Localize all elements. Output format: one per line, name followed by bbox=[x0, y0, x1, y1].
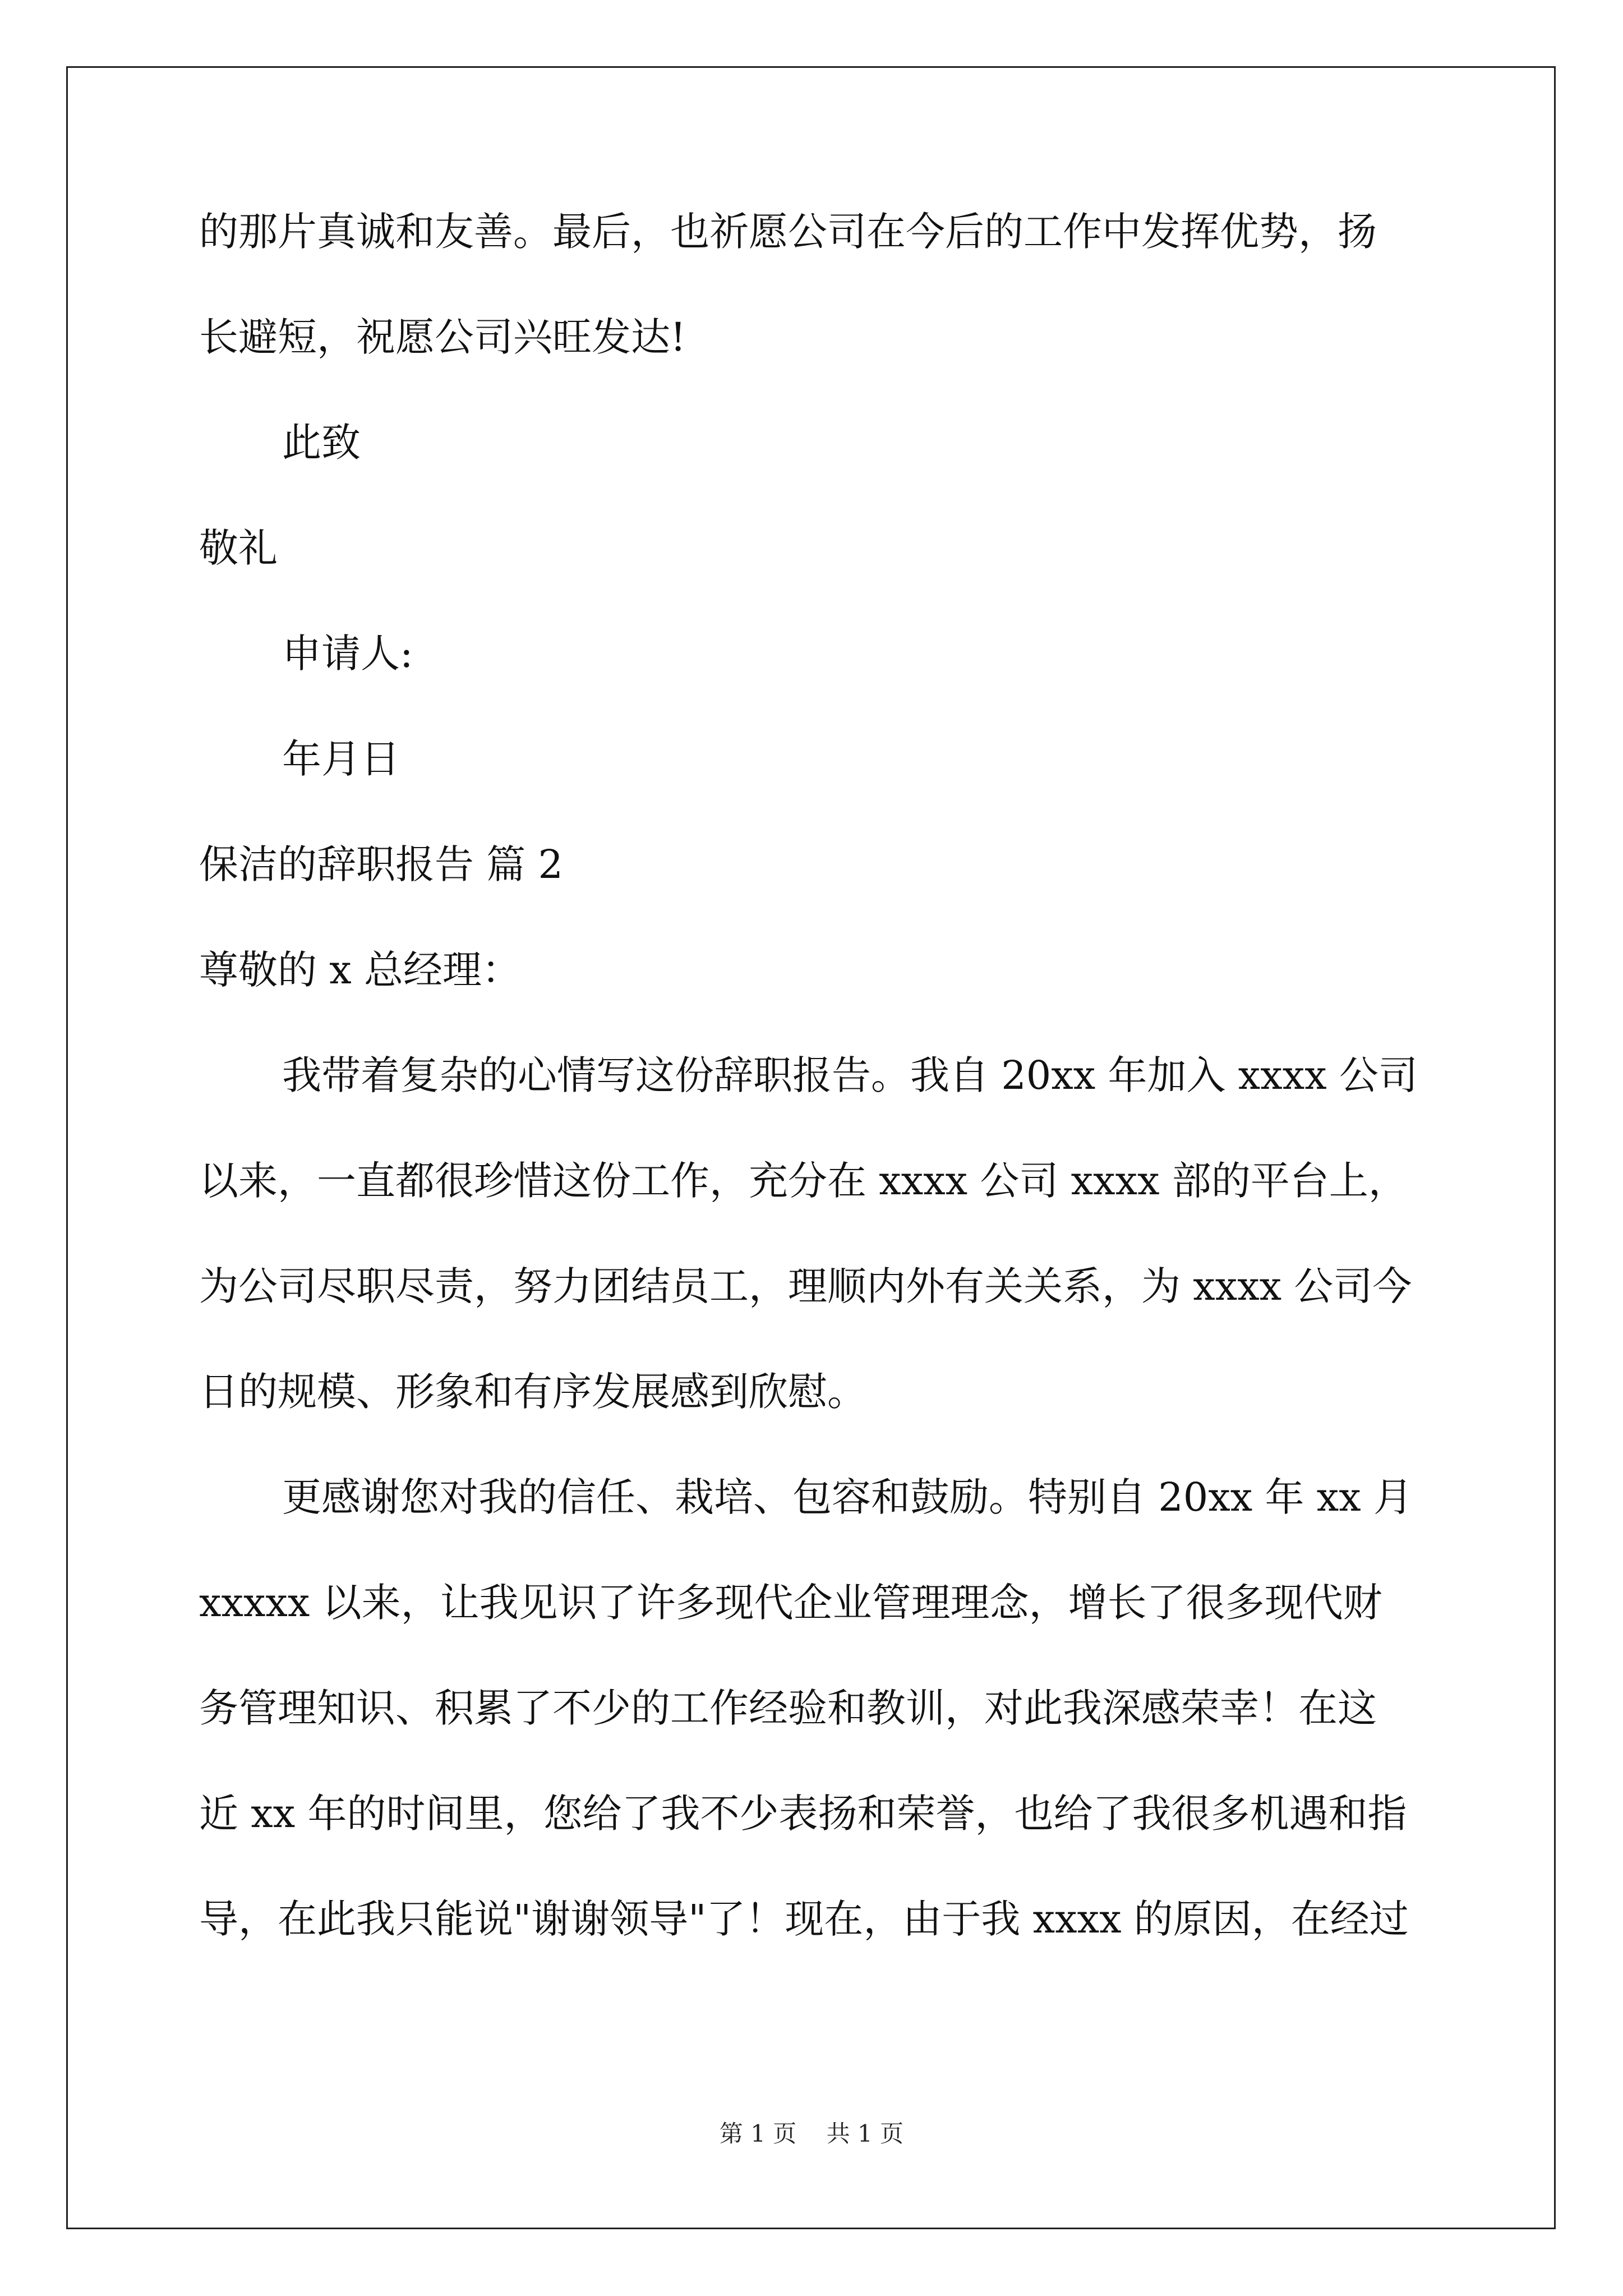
recipient-greeting: 尊敬的 x 总经理： bbox=[199, 947, 521, 993]
date-line: 年月日 bbox=[282, 736, 400, 782]
text-line: 的那片真诚和友善。最后，也祈愿公司在今后的工作中发挥优势，扬 bbox=[199, 209, 1377, 255]
salutation-regards: 敬礼 bbox=[199, 525, 278, 571]
salutation-closing: 此致 bbox=[282, 420, 361, 466]
applicant-label: 申请人: bbox=[282, 631, 413, 677]
text-line: 以来，一直都很珍惜这份工作，充分在 xxxx 公司 xxxx 部的平台上， bbox=[199, 1158, 1408, 1204]
text-line: 我带着复杂的心情写这份辞职报告。我自 20xx 年加入 xxxx 公司 bbox=[282, 1052, 1418, 1098]
text-line: 长避短，祝愿公司兴旺发达! bbox=[199, 314, 686, 360]
text-line: 近 xx 年的时间里，您给了我不少表扬和荣誉，也给了我很多机遇和指 bbox=[199, 1791, 1407, 1837]
text-line: 务管理知识、积累了不少的工作经验和教训，对此我深感荣幸！在这 bbox=[199, 1685, 1377, 1731]
section-heading: 保洁的辞职报告 篇 2 bbox=[199, 841, 564, 887]
text-line: 更感谢您对我的信任、栽培、包容和鼓励。特别自 20xx 年 xx 月 bbox=[282, 1474, 1413, 1520]
text-line: 日的规模、形象和有序发展感到欣慰。 bbox=[199, 1369, 866, 1415]
text-line: 导，在此我只能说"谢谢领导"了！现在，由于我 xxxx 的原因，在经过 bbox=[199, 1896, 1409, 1942]
text-line: xxxxx 以来，让我见识了许多现代企业管理理念，增长了很多现代财 bbox=[199, 1580, 1382, 1626]
document-body bbox=[199, 205, 1433, 1998]
page-footer: 第 1 页 共 1 页 bbox=[719, 2120, 904, 2147]
text-line: 为公司尽职尽责，努力团结员工，理顺内外有关关系，为 xxxx 公司今 bbox=[199, 1263, 1412, 1309]
